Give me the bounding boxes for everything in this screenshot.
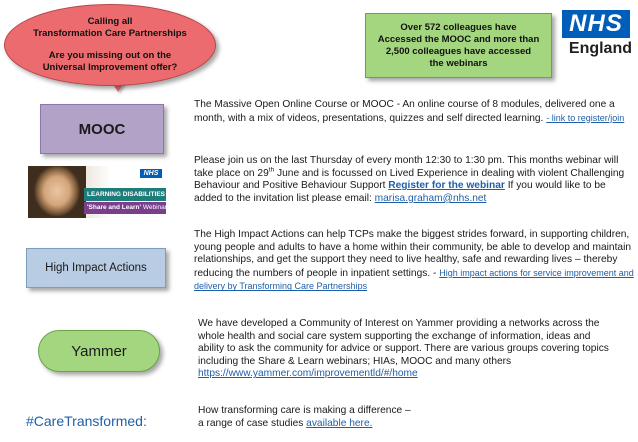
- callout-line: Calling all: [87, 16, 133, 27]
- register-webinar-link[interactable]: Register for the webinar: [388, 180, 505, 192]
- hia-body: The High Impact Actions can help TCPs make the biggest strides forward, in supporting children, young people and adults to have a home within their community, be able to develop and maintain relationships, and get the support they need to live healthy, safe and rewarding lives – thereby reducing the numbers of people in inpatient settings. -: [194, 229, 632, 279]
- high-impact-paragraph: [194, 229, 634, 294]
- banner-share-learn: [84, 202, 171, 214]
- nhs-logo-region: England: [568, 40, 632, 57]
- case-studies-prefix: a range of case studies: [198, 417, 307, 429]
- stats-line: 2,500 colleagues have accessed: [385, 45, 532, 57]
- webinar-body-2: June and is focussed on Lived Experience in dealing with violent Challenging Behaviour and Positive Behaviour Support: [194, 167, 625, 192]
- contact-email-link[interactable]: marisa.graham@nhs.net: [374, 192, 487, 204]
- webinar-paragraph: [194, 155, 634, 205]
- webinar-body-3: If you would like to be added to the invitation list please email:: [194, 180, 606, 204]
- nhs-logo-badge: NHS: [562, 10, 630, 38]
- yammer-body: We have developed a Community of Interest on Yammer providing a networks across the whole health and social care system supporting the exchange of information, ideas and ability to ask the community for advice or support. There are various groups covering topics including the Share & Learn webinars; HIAs, MOOC and many others: [198, 318, 609, 367]
- child-photo: [28, 166, 86, 218]
- case-studies-link[interactable]: available here.: [306, 417, 373, 429]
- care-transformed-hashtag: #CareTransformed:: [26, 413, 147, 429]
- high-impact-actions-label: High Impact Actions: [26, 248, 166, 288]
- webinar-body-1: Please join us on the last Thursday of every month 12:30 to 1:30 pm. This months webinar will take place on 29: [194, 155, 619, 179]
- share-learn-webinars-banner: [28, 166, 171, 218]
- mooc-label: MOOC: [40, 104, 164, 154]
- mooc-body: The Massive Open Online Course or MOOC - An online course of 8 modules, delivered one a month, with a mix of videos, presentations, quizzes and self directed learning.: [194, 99, 615, 124]
- stats-line: the webinars: [429, 57, 488, 69]
- stats-callout-box: [365, 13, 552, 78]
- nhs-england-logo: [560, 10, 632, 59]
- banner-webinars: Webinars: [141, 204, 171, 211]
- case-studies-line-2: [198, 418, 618, 431]
- banner-nhs-logo: NHS: [140, 169, 162, 178]
- banner-learning-disabilities: LEARNING DISABILITIES: [84, 188, 166, 201]
- stats-line: Accessed the MOOC and more than: [377, 33, 540, 45]
- date-suffix: th: [268, 166, 275, 174]
- hia-document-link[interactable]: High impact actions for service improvement and delivery by Transforming Care Partnerships: [194, 267, 634, 292]
- yammer-community-link[interactable]: https://www.yammer.com/improvementld/#/home: [198, 368, 418, 380]
- banner-share-learn-bold: 'Share and Learn': [87, 204, 142, 211]
- callout-line: Are you missing out on the: [48, 50, 172, 61]
- case-studies-line-1: How transforming care is making a difference –: [198, 405, 411, 416]
- tcp-callout-bubble: [4, 4, 216, 86]
- mooc-register-link[interactable]: - link to register/join: [546, 112, 625, 123]
- stats-line: Over 572 colleagues have: [400, 21, 517, 33]
- mooc-paragraph: [194, 99, 634, 125]
- yammer-label: Yammer: [38, 330, 160, 372]
- callout-line: Transformation Care Partnerships: [33, 28, 187, 39]
- callout-line: Universal Improvement offer?: [42, 62, 178, 73]
- yammer-paragraph: [198, 318, 618, 381]
- case-studies-paragraph: [198, 405, 618, 430]
